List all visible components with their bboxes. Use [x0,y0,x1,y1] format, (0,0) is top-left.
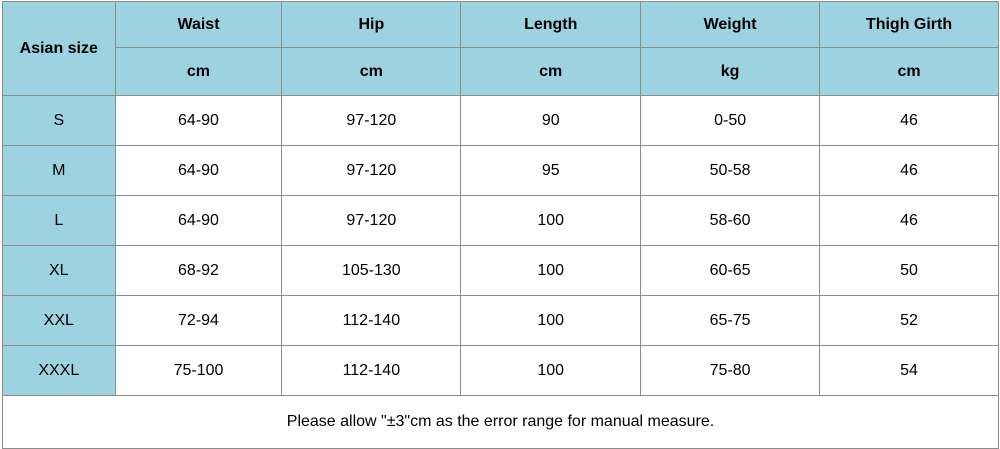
table-row [3,96,999,146]
unit-row [3,48,999,96]
column-header-hip: Hip [282,2,461,48]
length-cell: 100 [461,346,641,396]
waist-cell: 68-92 [115,246,282,296]
waist-cell: 64-90 [115,196,282,246]
size-cell: XXXL [3,346,116,396]
weight-cell: 58-60 [641,196,820,246]
hip-cell: 112-140 [282,296,461,346]
thigh-cell: 52 [820,296,999,346]
hip-cell: 112-140 [282,346,461,396]
length-cell: 100 [461,246,641,296]
unit-hip: cm [282,48,461,96]
size-cell: XL [3,246,116,296]
waist-cell: 75-100 [115,346,282,396]
hip-cell: 97-120 [282,196,461,246]
weight-cell: 65-75 [641,296,820,346]
unit-length: cm [461,48,641,96]
length-cell: 95 [461,146,641,196]
unit-thigh-girth: cm [820,48,999,96]
column-header-length: Length [461,2,641,48]
thigh-cell: 54 [820,346,999,396]
length-cell: 100 [461,196,641,246]
thigh-cell: 46 [820,96,999,146]
table-row [3,146,999,196]
size-cell: M [3,146,116,196]
weight-cell: 75-80 [641,346,820,396]
weight-cell: 60-65 [641,246,820,296]
waist-cell: 64-90 [115,96,282,146]
column-header-weight: Weight [641,2,820,48]
header-row [3,2,999,48]
table-row [3,196,999,246]
table-row [3,346,999,396]
length-cell: 90 [461,96,641,146]
weight-cell: 0-50 [641,96,820,146]
size-cell: S [3,96,116,146]
size-column-header: Asian size [3,2,116,96]
note-row [3,396,999,449]
hip-cell: 97-120 [282,146,461,196]
unit-weight: kg [641,48,820,96]
size-cell: L [3,196,116,246]
column-header-thigh-girth: Thigh Girth [820,2,999,48]
hip-cell: 97-120 [282,96,461,146]
table-row [3,246,999,296]
length-cell: 100 [461,296,641,346]
unit-waist: cm [115,48,282,96]
weight-cell: 50-58 [641,146,820,196]
measurement-note: Please allow "±3"cm as the error range for manual measure. [3,396,999,449]
size-cell: XXL [3,296,116,346]
thigh-cell: 46 [820,146,999,196]
table-row [3,296,999,346]
thigh-cell: 46 [820,196,999,246]
waist-cell: 64-90 [115,146,282,196]
thigh-cell: 50 [820,246,999,296]
hip-cell: 105-130 [282,246,461,296]
size-chart-table [2,1,999,449]
column-header-waist: Waist [115,2,282,48]
waist-cell: 72-94 [115,296,282,346]
